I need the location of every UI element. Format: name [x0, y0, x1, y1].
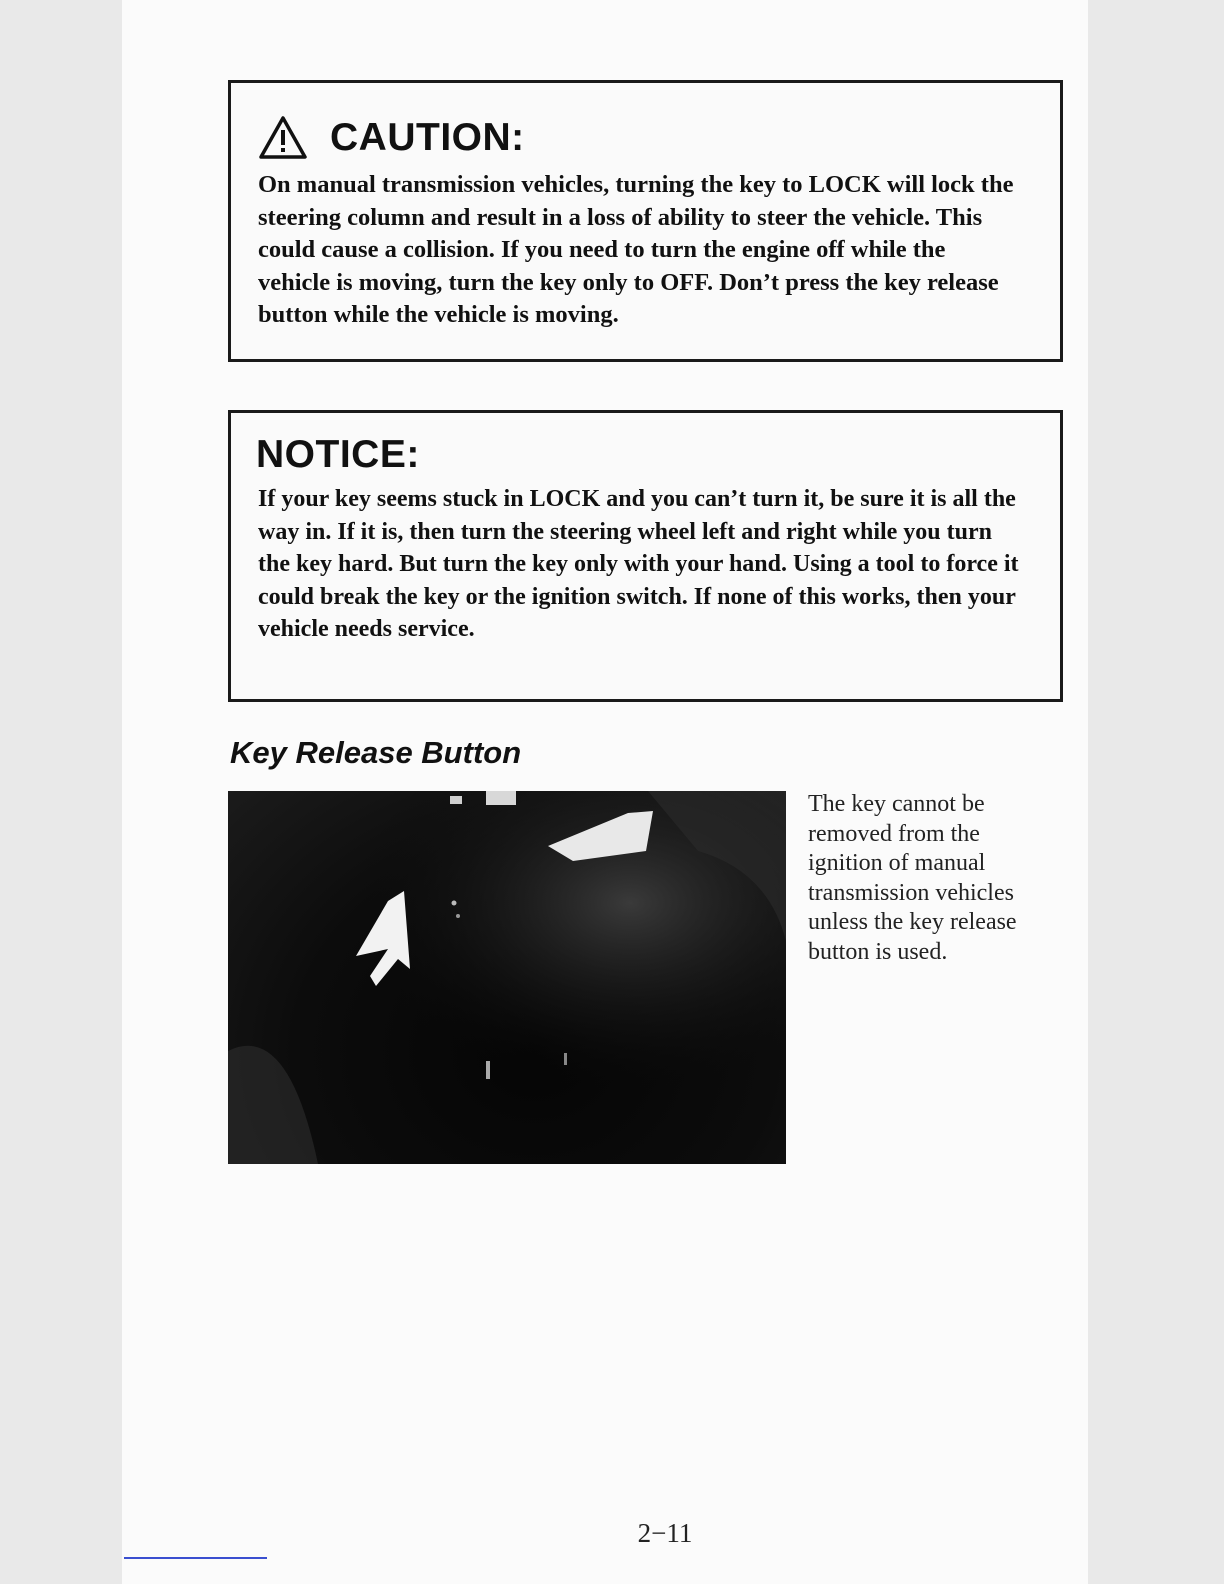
footer-link-underline	[124, 1557, 267, 1559]
section-title: Key Release Button	[230, 735, 522, 770]
notice-box	[228, 410, 1063, 702]
page-number: 2−11	[637, 1518, 693, 1548]
notice-text: If your key seems stuck in LOCK and you can’t turn it, be sure it is all the way in. If it is, then turn the steering wheel left and right while you turn the key hard. But turn the key only with your hand. Using a tool to force it could break the key or the ignition switch. If none of this works, then your vehicle needs service.	[258, 486, 1019, 642]
notice-heading: NOTICE:	[256, 433, 420, 476]
caution-heading	[258, 115, 525, 161]
key-release-description: The key cannot be removed from the ignition of manual transmission vehicles unless the key release button is used.	[808, 791, 1017, 965]
warning-triangle-icon	[258, 115, 308, 161]
caution-heading-text: CAUTION:	[330, 116, 525, 159]
key-release-photo	[228, 791, 786, 1164]
caution-box	[228, 80, 1063, 362]
caution-text: On manual transmission vehicles, turning the key to LOCK will lock the steering column and result in a loss of ability to steer the vehicle. This could cause a collision. If you need to turn the engine off while the vehicle is moving, turn the key only to OFF. Don’t press the key release button while the vehicle is moving.	[258, 171, 1014, 328]
